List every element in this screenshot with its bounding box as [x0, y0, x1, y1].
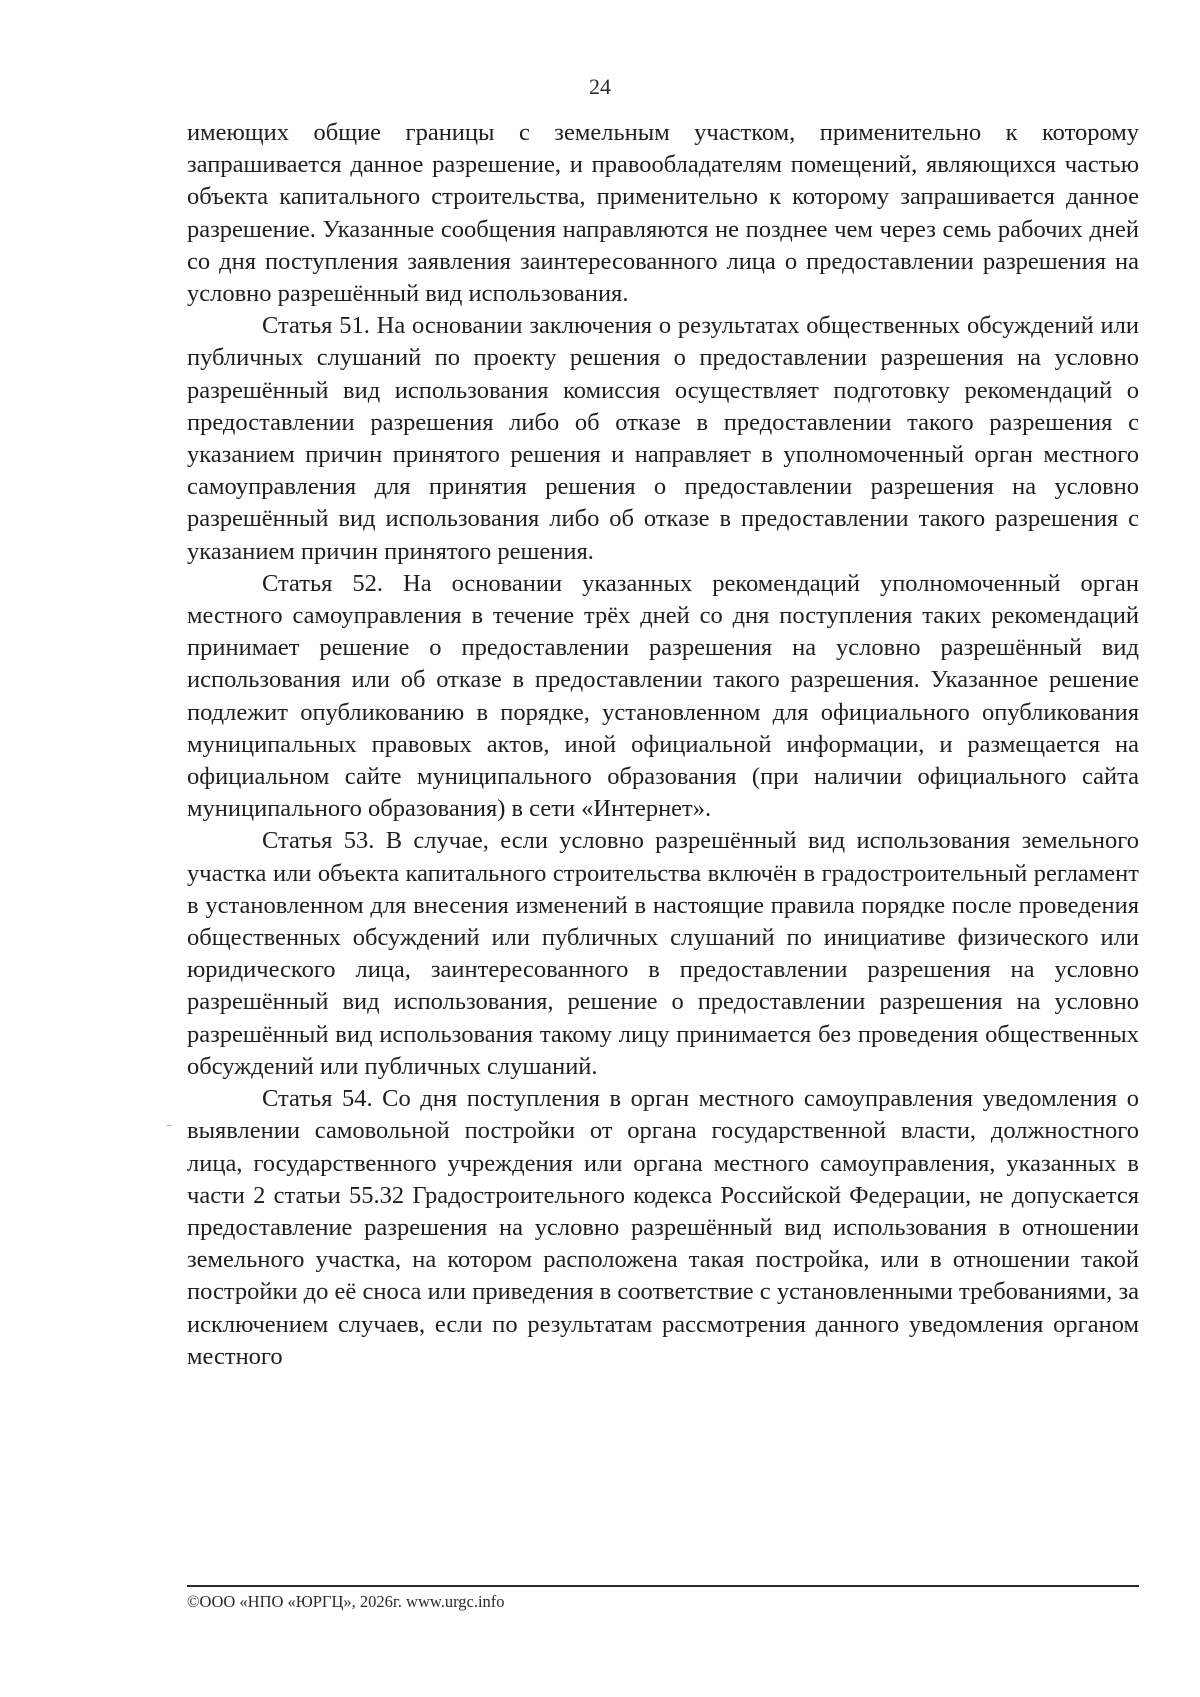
paragraph-continuation: имеющих общие границы с земельным участком, применительно к которому запрашивается данное разрешение, и правообладателям помещений, являющихся частью объекта капитального строительства, применительно к которому запрашивается данное разрешение. Указанные сообщения направляются не позднее чем через семь рабочих дней со дня поступления заявления заинтересованного лица о предоставлении разрешения на условно разрешённый вид использования. — [187, 119, 1139, 308]
document-body — [187, 117, 1139, 1373]
paragraph-article-54: Статья 54. Со дня поступления в орган местного самоуправления уведомления о выявлении самовольной постройки от органа государственной власти, должностного лица, государственного учреждения или органа местного самоуправления, указанных в части 2 статьи 55.32 Градостроительного кодекса Российской Федерации, не допускается предоставление разрешения на условно разрешённый вид использования в отношении земельного участка, на котором расположена такая постройка, или в отношении такой постройки до её сноса или приведения в соответствие с установленными требованиями, за исключением случаев, если по результатам рассмотрения данного уведомления органом местного — [187, 1085, 1139, 1370]
scan-mark — [166, 1125, 172, 1126]
paragraph-article-53: Статья 53. В случае, если условно разрешённый вид использования земельного участка или объекта капитального строительства включён в градостроительный регламент в установленном для внесения изменений в настоящие правила порядке после проведения общественных обсуждений или публичных слушаний по инициативе физического или юридического лица, заинтересованного в предоставлении разрешения на условно разрешённый вид использования, решение о предоставлении разрешения на условно разрешённый вид использования такому лицу принимается без проведения общественных обсуждений или публичных слушаний. — [187, 827, 1139, 1080]
footer-copyright: ©ООО «НПО «ЮРГЦ», 2026г. www.urgc.info — [187, 1592, 505, 1611]
footer-divider — [187, 1585, 1139, 1587]
paragraph-article-51: Статья 51. На основании заключения о результатах общественных обсуждений или публичных слушаний по проекту решения о предоставлении разрешения на условно разрешённый вид использования комиссия осуществляет подготовку рекомендаций о предоставлении разрешения либо об отказе в предоставлении такого разрешения с указанием причин принятого решения и направляет в уполномоченный орган местного самоуправления для принятия решения о предоставлении разрешения на условно разрешённый вид использования либо об отказе в предоставлении такого разрешения с указанием причин принятого решения. — [187, 312, 1139, 565]
paragraph-article-52: Статья 52. На основании указанных рекомендаций уполномоченный орган местного самоуправления в течение трёх дней со дня поступления таких рекомендаций принимает решение о предоставлении разрешения на условно разрешённый вид использования или об отказе в предоставлении такого разрешения. Указанное решение подлежит опубликованию в порядке, установленном для официального опубликования муниципальных правовых актов, иной официальной информации, и размещается на официальном сайте муниципального образования (при наличии официального сайта муниципального образования) в сети «Интернет». — [187, 569, 1139, 823]
page-number: 24 — [589, 74, 611, 99]
